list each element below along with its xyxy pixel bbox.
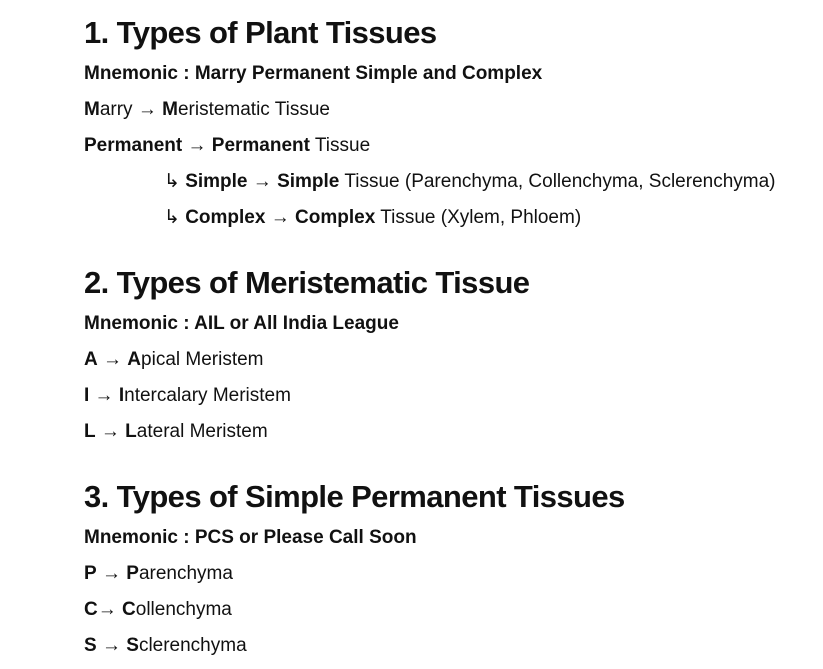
key-rest: arry: [99, 99, 133, 120]
arrow: →: [247, 171, 278, 192]
section-plant-tissues: [84, 16, 776, 230]
term-rest: clerenchyma: [138, 635, 247, 656]
term-rest: ollenchyma: [135, 599, 232, 620]
mnemonic-subline: [84, 170, 776, 194]
term-initial: P: [126, 563, 139, 584]
mnemonic: Mnemonic : Marry Permanent Simple and Complex: [84, 63, 543, 84]
key-letter: M: [84, 99, 100, 120]
term-initial: I: [118, 385, 125, 406]
term-bold: Simple: [277, 171, 340, 192]
arrow: →: [132, 99, 163, 120]
mnemonic-line: [84, 98, 776, 122]
term-initial: A: [127, 349, 142, 370]
term-rest: ateral Meristem: [136, 421, 268, 442]
term-rest: Tissue (Xylem, Phloem): [375, 207, 582, 228]
term-initial: S: [126, 635, 139, 656]
key-letter: P: [84, 563, 97, 584]
mnemonic: Mnemonic : AIL or All India League: [84, 313, 399, 334]
term-bold: Permanent: [211, 135, 310, 156]
mnemonic: Mnemonic : PCS or Please Call Soon: [84, 527, 417, 548]
arrow: →: [95, 421, 126, 442]
arrow: →: [96, 635, 127, 656]
key-letter: A: [84, 349, 98, 370]
term-initial: L: [125, 421, 137, 442]
section-title: 2. Types of Meristematic Tissue: [84, 265, 530, 300]
term-rest: eristematic Tissue: [177, 99, 330, 120]
mnemonic-line: [84, 562, 625, 586]
arrow: →: [89, 385, 119, 406]
key-word: Complex: [185, 207, 266, 228]
mnemonic-line: [84, 348, 529, 372]
key-word: Simple: [185, 171, 248, 192]
term-rest: Tissue: [309, 135, 371, 156]
section-title: 1. Types of Plant Tissues: [84, 15, 437, 50]
section-meristematic-tissue: [84, 266, 529, 444]
term-rest: arenchyma: [138, 563, 233, 584]
key-word: Permanent: [84, 135, 183, 156]
key-letter: S: [84, 635, 97, 656]
mnemonic-line: [84, 420, 529, 444]
hook-arrow-icon: ↳: [164, 207, 180, 228]
term-initial: M: [162, 99, 178, 120]
mnemonic-line: [84, 598, 625, 622]
arrow: →: [97, 349, 128, 370]
term-rest: Tissue (Parenchyma, Collenchyma, Sclerenchyma): [339, 171, 776, 192]
arrow: →: [265, 207, 296, 228]
section-simple-permanent-tissues: [84, 480, 625, 658]
key-letter: C: [84, 599, 98, 620]
arrow: →: [182, 135, 212, 156]
term-rest: ntercalary Meristem: [124, 385, 291, 406]
key-letter: L: [84, 421, 96, 442]
mnemonic-line: [84, 634, 625, 658]
arrow: →: [96, 563, 127, 584]
term-initial: C: [122, 599, 136, 620]
arrow: →: [97, 599, 123, 620]
term-bold: Complex: [295, 207, 376, 228]
hook-arrow-icon: ↳: [164, 171, 180, 192]
section-title: 3. Types of Simple Permanent Tissues: [84, 479, 625, 514]
mnemonic-line: [84, 134, 776, 158]
mnemonic-subline: [84, 206, 776, 230]
term-rest: pical Meristem: [141, 349, 264, 370]
key-letter: I: [84, 385, 90, 406]
mnemonic-line: [84, 384, 529, 408]
